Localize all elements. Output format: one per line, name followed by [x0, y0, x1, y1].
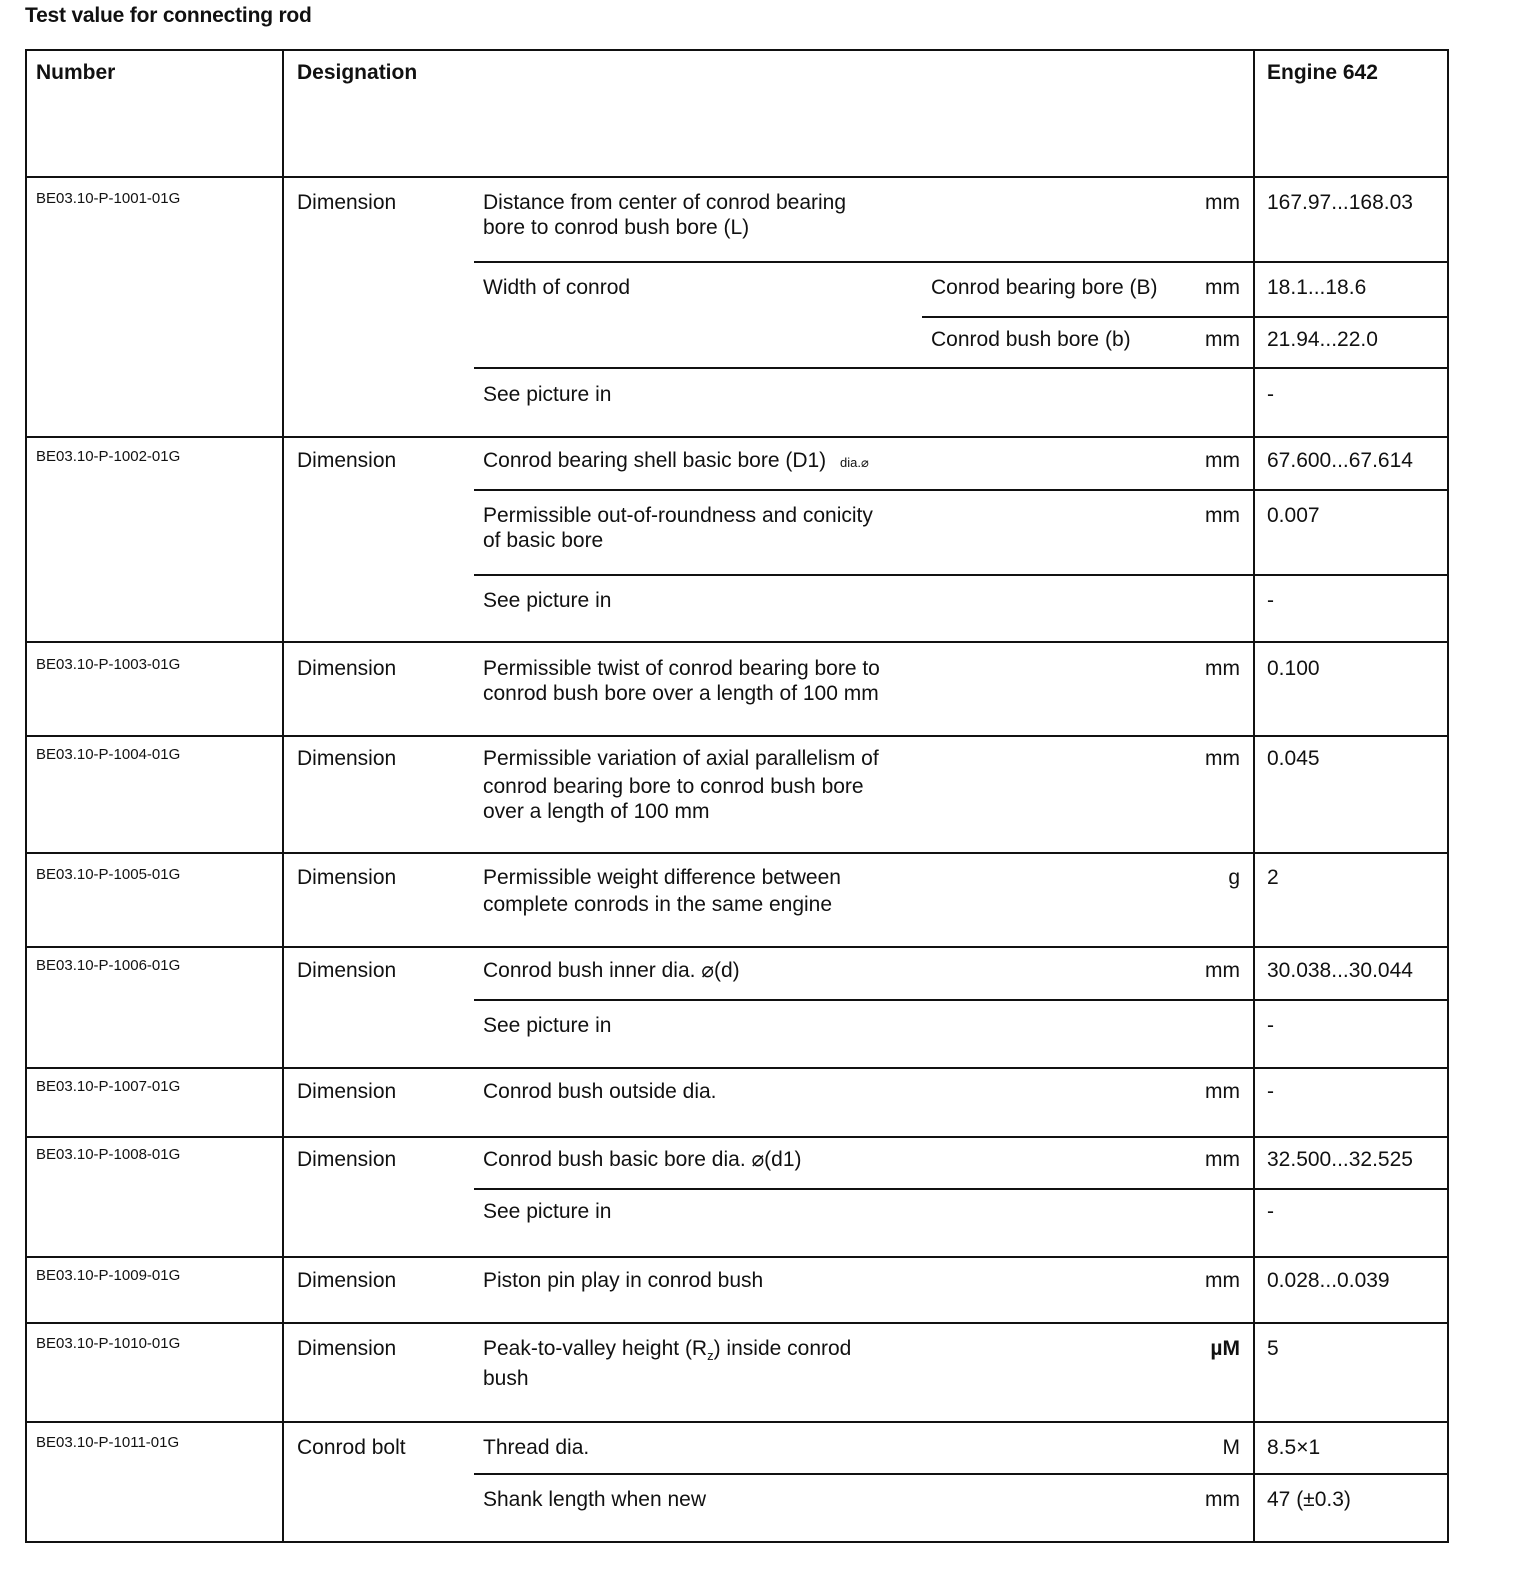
row-unit: mm: [1205, 504, 1240, 527]
row-subdescription: Conrod bearing bore (B): [931, 276, 1158, 299]
row-unit: mm: [1205, 276, 1240, 299]
row-description: Conrod bush outside dia.: [483, 1080, 717, 1103]
row-value: -: [1267, 1200, 1274, 1223]
row-unit: mm: [1205, 747, 1240, 770]
row-value: -: [1267, 1014, 1274, 1037]
row-unit: mm: [1205, 191, 1240, 214]
row-value: 21.94...22.0: [1267, 328, 1378, 351]
row-value: -: [1267, 589, 1274, 612]
row-type: Dimension: [297, 449, 397, 472]
row-number: BE03.10-P-1003-01G: [36, 656, 181, 673]
row-unit: mm: [1205, 328, 1240, 351]
row-separator: [25, 436, 1449, 438]
row-description: Conrod bush inner dia. ⌀(d): [483, 959, 740, 982]
header-engine: Engine 642: [1267, 61, 1378, 84]
row-value: -: [1267, 383, 1274, 406]
row-unit: M: [1222, 1436, 1240, 1459]
subrow-separator: [474, 1473, 1449, 1475]
row-separator: [25, 735, 1449, 737]
row-value: 18.1...18.6: [1267, 276, 1367, 299]
row-description: Thread dia.: [483, 1436, 590, 1459]
row-description: Distance from center of conrod bearing: [483, 191, 847, 214]
row-description: bore to conrod bush bore (L): [483, 216, 750, 239]
row-description: over a length of 100 mm: [483, 800, 710, 823]
subrow-separator: [474, 489, 1449, 491]
row-picture-ref: See picture in: [483, 1014, 612, 1037]
row-number: BE03.10-P-1005-01G: [36, 866, 181, 883]
row-number: BE03.10-P-1001-01G: [36, 190, 181, 207]
row-value: 0.100: [1267, 657, 1320, 680]
row-value: 30.038...30.044: [1267, 959, 1413, 982]
row-value: 5: [1267, 1337, 1279, 1360]
row-picture-ref: See picture in: [483, 589, 612, 612]
row-unit: mm: [1205, 1080, 1240, 1103]
subrow-separator: [474, 999, 1449, 1001]
subrow-separator: [474, 574, 1449, 576]
row-description-text: ) inside conrod: [713, 1337, 852, 1360]
subrow-separator: [922, 316, 1449, 318]
row-description: [483, 448, 869, 475]
subrow-separator: [474, 367, 1449, 369]
row-type: Dimension: [297, 191, 397, 214]
row-type: Dimension: [297, 747, 397, 770]
row-separator: [25, 641, 1449, 643]
row-number: BE03.10-P-1004-01G: [36, 746, 181, 763]
row-type: Dimension: [297, 1148, 397, 1171]
row-description: conrod bearing bore to conrod bush bore: [483, 775, 864, 798]
row-separator: [25, 1322, 1449, 1324]
row-value: 0.045: [1267, 747, 1320, 770]
row-description: Permissible variation of axial parallelism of: [483, 747, 879, 770]
row-type: Dimension: [297, 1337, 397, 1360]
row-description: Permissible weight difference between: [483, 866, 841, 889]
col-divider-engine: [1253, 49, 1255, 1543]
row-type: Dimension: [297, 866, 397, 889]
row-unit: mm: [1205, 959, 1240, 982]
row-description: [483, 1336, 851, 1368]
row-value: 0.007: [1267, 504, 1320, 527]
row-separator: [25, 1067, 1449, 1069]
row-separator: [25, 1421, 1449, 1423]
row-separator: [25, 852, 1449, 854]
row-unit: mm: [1205, 1148, 1240, 1171]
row-separator: [25, 1256, 1449, 1258]
row-subdescription: Conrod bush bore (b): [931, 328, 1131, 351]
row-picture-ref: See picture in: [483, 383, 612, 406]
header-designation: Designation: [297, 61, 418, 84]
row-type: Dimension: [297, 1080, 397, 1103]
header-number: Number: [36, 61, 116, 84]
row-number: BE03.10-P-1011-01G: [36, 1434, 180, 1451]
subrow-separator: [474, 261, 1449, 263]
row-separator: [25, 176, 1449, 178]
row-unit: g: [1228, 866, 1240, 889]
row-number: BE03.10-P-1010-01G: [36, 1335, 181, 1352]
row-number: BE03.10-P-1008-01G: [36, 1146, 181, 1163]
row-number: BE03.10-P-1009-01G: [36, 1267, 181, 1284]
row-description: complete conrods in the same engine: [483, 893, 833, 916]
row-description: Permissible twist of conrod bearing bore to: [483, 657, 880, 680]
row-description-suffix: dia.⌀: [840, 455, 869, 470]
row-value: 167.97...168.03: [1267, 191, 1413, 214]
row-unit: mm: [1205, 657, 1240, 680]
row-description-subscript: z: [707, 1348, 714, 1364]
row-description: conrod bush bore over a length of 100 mm: [483, 682, 879, 705]
row-description: of basic bore: [483, 529, 604, 552]
row-value: 8.5×1: [1267, 1436, 1321, 1459]
row-separator: [25, 1136, 1449, 1138]
row-unit: mm: [1205, 1488, 1240, 1511]
row-description-text: Conrod bearing shell basic bore (D1): [483, 449, 827, 472]
row-description: Permissible out-of-roundness and conicity: [483, 504, 873, 527]
row-value: 2: [1267, 866, 1279, 889]
row-description: Width of conrod: [483, 276, 631, 299]
row-type: Conrod bolt: [297, 1436, 406, 1459]
row-type: Dimension: [297, 657, 397, 680]
row-value: 67.600...67.614: [1267, 449, 1413, 472]
row-number: BE03.10-P-1007-01G: [36, 1078, 181, 1095]
row-description-text: Peak-to-valley height (R: [483, 1337, 708, 1360]
row-unit: mm: [1205, 1269, 1240, 1292]
row-description: Shank length when new: [483, 1488, 706, 1511]
row-type: Dimension: [297, 959, 397, 982]
row-description: Piston pin play in conrod bush: [483, 1269, 764, 1292]
col-divider-number: [282, 49, 284, 1543]
row-value: 0.028...0.039: [1267, 1269, 1390, 1292]
row-separator: [25, 946, 1449, 948]
row-type: Dimension: [297, 1269, 397, 1292]
subrow-separator: [474, 1188, 1449, 1190]
row-number: BE03.10-P-1002-01G: [36, 448, 181, 465]
row-unit: µM: [1210, 1337, 1240, 1360]
row-description: bush: [483, 1367, 529, 1390]
row-description: Conrod bush basic bore dia. ⌀(d1): [483, 1148, 802, 1171]
row-unit: mm: [1205, 449, 1240, 472]
row-number: BE03.10-P-1006-01G: [36, 957, 181, 974]
row-picture-ref: See picture in: [483, 1200, 612, 1223]
row-value: -: [1267, 1080, 1274, 1103]
row-value: 32.500...32.525: [1267, 1148, 1413, 1171]
page-title: Test value for connecting rod: [25, 4, 312, 27]
row-value: 47 (±0.3): [1267, 1488, 1351, 1511]
